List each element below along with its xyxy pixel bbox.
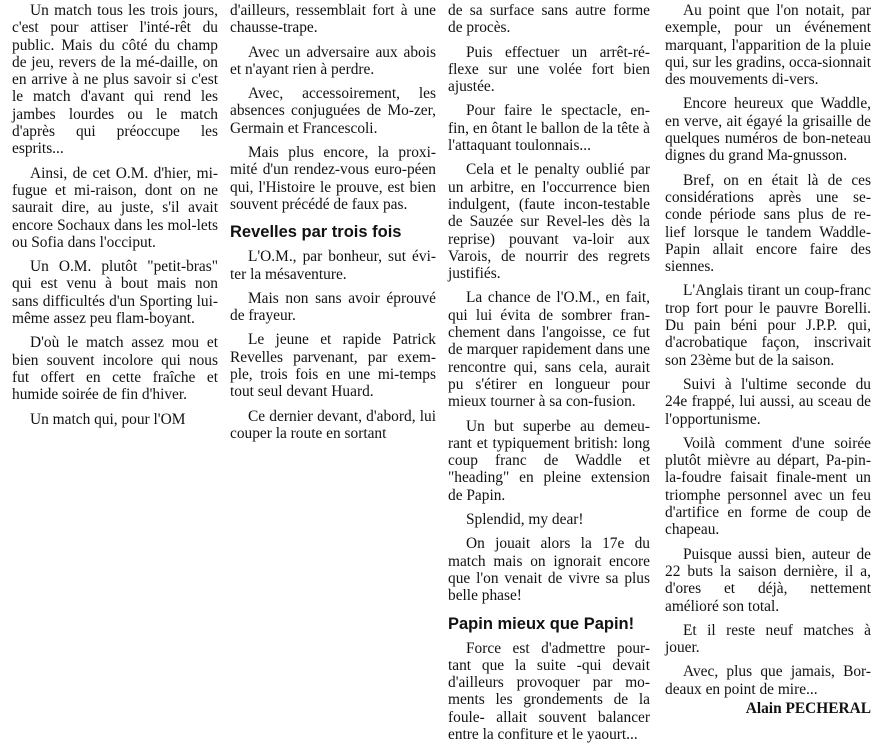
paragraph: Bref, on en était là de ces considérations après une se-conde période sans plus de re-lief lorsque le tandem Waddle-Papin allait encore faire des siennes. <box>665 171 871 276</box>
paragraph: Ainsi, de cet O.M. d'hier, mi-fugue et mi-raison, dont on ne saurait dire, au juste, s'il avait encore Sochaux dans les mol-lets ou Sofia dans l'occiput. <box>12 164 218 251</box>
section-heading: Revelles par trois fois <box>230 223 402 242</box>
paragraph: Le jeune et rapide Patrick Revelles parvenant, par exem-ple, trois fois en une mi-temps tout seul devant Huard. <box>230 331 436 401</box>
paragraph: Au point que l'on notait, par exemple, pour un événement marquant, l'apparition de la pluie qui, sur les gradins, occa-sionnait des mouvements di-vers. <box>665 2 872 89</box>
paragraph: Puis effectuer un arrêt-ré-flexe sur une volée fort bien ajustée. <box>448 43 650 96</box>
paragraph: de sa surface sans autre forme de procès. <box>448 2 650 37</box>
paragraph: d'ailleurs, ressemblait fort à une chausse-trape. <box>230 2 436 37</box>
paragraph: On jouait alors la 17e du match mais on ignorait encore que l'on venait de vivre sa plus belle phase! <box>448 535 650 605</box>
paragraph: Avec un adversaire aux abois et n'ayant rien à perdre. <box>230 43 436 78</box>
paragraph: L'Anglais tirant un coup-franc trop fort pour le pauvre Borelli. Du pain béni pour J.P.P. qui, d'acrobatique façon, inscrivait son 23ème but de la saison. <box>665 282 871 369</box>
paragraph: Cela et le penalty oublié par un arbitre, en l'occurrence bien indulgent, (faute incon-testable de Sauzée sur Revel-les dès la reprise) pouvant va-loir aux Varois, de nourrir des regrets justifiés. <box>448 161 650 283</box>
paragraph: Pour faire le spectacle, en-fin, en ôtant le ballon de la tête à l'attaquant toulonnais... <box>448 102 650 155</box>
paragraph: Un but superbe au demeu-rant et typiquement british: long coup franc de Waddle et "heading" en pleine extension de Papin. <box>448 417 650 504</box>
paragraph: Ce dernier devant, d'abord, lui couper la route en sortant <box>230 407 436 442</box>
paragraph: Mais plus encore, la proxi-mité d'un rendez-vous euro-péen qui, l'Histoire le prouve, est bien souvent précédé de faux pas. <box>230 144 436 213</box>
author-signature: Alain PECHERAL <box>745 699 871 717</box>
paragraph: Un O.M. plutôt "petit-bras" qui est venu à bout mais non sans difficultés d'un Sporting lui-même assez peu flam-boyant. <box>12 258 218 328</box>
section-heading: Papin mieux que Papin! <box>448 614 635 633</box>
paragraph: Puisque aussi bien, auteur de 22 buts la saison dernière, il a, d'ores et déjà, nettement amélioré son total. <box>665 545 871 615</box>
column-4 <box>665 2 871 717</box>
paragraph: Avec, accessoirement, les absences conjuguées de Mo-zer, Germain et Francescoli. <box>230 85 436 137</box>
paragraph: Mais non sans avoir éprouvé de frayeur. <box>230 289 436 325</box>
paragraph: L'O.M., par bonheur, sut évi-ter la mésaventure. <box>230 248 436 283</box>
paragraph: La chance de l'O.M., en fait, qui lui évita de sombrer fran-chement dans l'angoisse, ce fut de marquer rapidement dans une rencontre qui, sans cela, aurait pu s'étirer en longueur pour mieux tourner à sa con-fusion. <box>448 289 650 411</box>
paragraph: Un match tous les trois jours, c'est pour attiser l'inté-rêt du public. Mais du côté du champ de jeu, revers de la mé-daille, on en arrive à ne plus savoir si c'est le match d'avant qui rend les jambes lourdes ou le match d'après qui préoccupe les esprits... <box>12 2 218 158</box>
paragraph: Et il reste neuf matches à jouer. <box>665 621 871 657</box>
paragraph: Suivi à l'ultime seconde du 24e frappé, lui aussi, au sceau de l'opportunisme. <box>665 375 871 428</box>
column-3 <box>448 2 650 750</box>
column-1 <box>12 2 218 435</box>
paragraph: Voilà comment d'une soirée plutôt mièvre au départ, Pa-pin-la-foudre faisait finale-ment un triomphe personnel avec un feu d'artifice en forme de coup de chapeau. <box>665 434 871 539</box>
paragraph: Force est d'admettre pour-tant que la suite -qui devait d'ailleurs provoquer par mo-ments les grondements de la foule- allait souvent balancer entre la confiture et le yaourt... <box>448 639 650 743</box>
paragraph: Splendid, my dear! <box>466 511 584 529</box>
column-2 <box>230 2 436 449</box>
paragraph: Un match qui, pour l'OM <box>30 410 186 428</box>
paragraph: Encore heureux que Waddle, en verve, ait égayé la grisaille de quelques numéros de bon-neteau dignes du grand Ma-gnusson. <box>665 95 871 165</box>
paragraph: D'où le match assez mou et bien souvent incolore qui nous fut offert en cette fraîche et humide soirée de fin d'hiver. <box>12 334 218 404</box>
paragraph: Avec, plus que jamais, Bor-deaux en point de mire... <box>665 663 871 698</box>
